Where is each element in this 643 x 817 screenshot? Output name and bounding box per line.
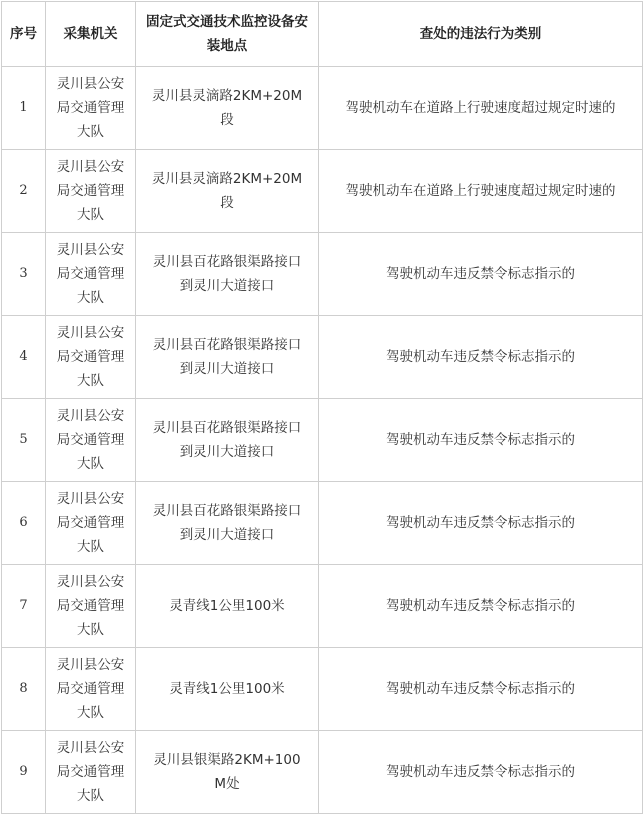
- cell-index: 4: [2, 316, 46, 399]
- cell-location: 灵川县灵滴路2KM+20M段: [136, 67, 319, 150]
- cell-violation: 驾驶机动车违反禁令标志指示的: [319, 399, 643, 482]
- cell-violation: 驾驶机动车违反禁令标志指示的: [319, 731, 643, 814]
- cell-index: 3: [2, 233, 46, 316]
- cell-agency: 灵川县公安局交通管理大队: [46, 399, 136, 482]
- cell-agency: 灵川县公安局交通管理大队: [46, 731, 136, 814]
- cell-violation: 驾驶机动车在道路上行驶速度超过规定时速的: [319, 67, 643, 150]
- cell-location: 灵川县百花路银渠路接口到灵川大道接口: [136, 482, 319, 565]
- cell-index: 6: [2, 482, 46, 565]
- cell-location: 灵川县百花路银渠路接口到灵川大道接口: [136, 399, 319, 482]
- cell-location: 灵青线1公里100米: [136, 648, 319, 731]
- cell-violation: 驾驶机动车违反禁令标志指示的: [319, 316, 643, 399]
- cell-index: 5: [2, 399, 46, 482]
- cell-location: 灵青线1公里100米: [136, 565, 319, 648]
- cell-location: 灵川县百花路银渠路接口到灵川大道接口: [136, 316, 319, 399]
- cell-index: 9: [2, 731, 46, 814]
- table-row: [2, 67, 643, 150]
- header-index: 序号: [2, 2, 46, 67]
- cell-index: 1: [2, 67, 46, 150]
- table-row: [2, 399, 643, 482]
- cell-location: 灵川县百花路银渠路接口到灵川大道接口: [136, 233, 319, 316]
- table-row: [2, 233, 643, 316]
- table-row: [2, 565, 643, 648]
- cell-index: 8: [2, 648, 46, 731]
- cell-location: 灵川县灵滴路2KM+20M段: [136, 150, 319, 233]
- cell-agency: 灵川县公安局交通管理大队: [46, 565, 136, 648]
- cell-agency: 灵川县公安局交通管理大队: [46, 648, 136, 731]
- table-header: [2, 2, 643, 67]
- cell-agency: 灵川县公安局交通管理大队: [46, 482, 136, 565]
- cell-violation: 驾驶机动车违反禁令标志指示的: [319, 233, 643, 316]
- cell-agency: 灵川县公安局交通管理大队: [46, 233, 136, 316]
- cell-violation: 驾驶机动车违反禁令标志指示的: [319, 482, 643, 565]
- cell-violation: 驾驶机动车违反禁令标志指示的: [319, 648, 643, 731]
- cell-agency: 灵川县公安局交通管理大队: [46, 316, 136, 399]
- cell-violation: 驾驶机动车在道路上行驶速度超过规定时速的: [319, 150, 643, 233]
- table-row: [2, 731, 643, 814]
- cell-violation: 驾驶机动车违反禁令标志指示的: [319, 565, 643, 648]
- table-body: [2, 67, 643, 814]
- monitoring-devices-table: [1, 1, 643, 814]
- table-row: [2, 316, 643, 399]
- cell-agency: 灵川县公安局交通管理大队: [46, 67, 136, 150]
- table-row: [2, 150, 643, 233]
- header-location: 固定式交通技术监控设备安装地点: [136, 2, 319, 67]
- cell-index: 7: [2, 565, 46, 648]
- cell-index: 2: [2, 150, 46, 233]
- header-agency: 采集机关: [46, 2, 136, 67]
- table-row: [2, 482, 643, 565]
- cell-agency: 灵川县公安局交通管理大队: [46, 150, 136, 233]
- cell-location: 灵川县银渠路2KM+100M处: [136, 731, 319, 814]
- table-row: [2, 648, 643, 731]
- header-violation: 查处的违法行为类别: [319, 2, 643, 67]
